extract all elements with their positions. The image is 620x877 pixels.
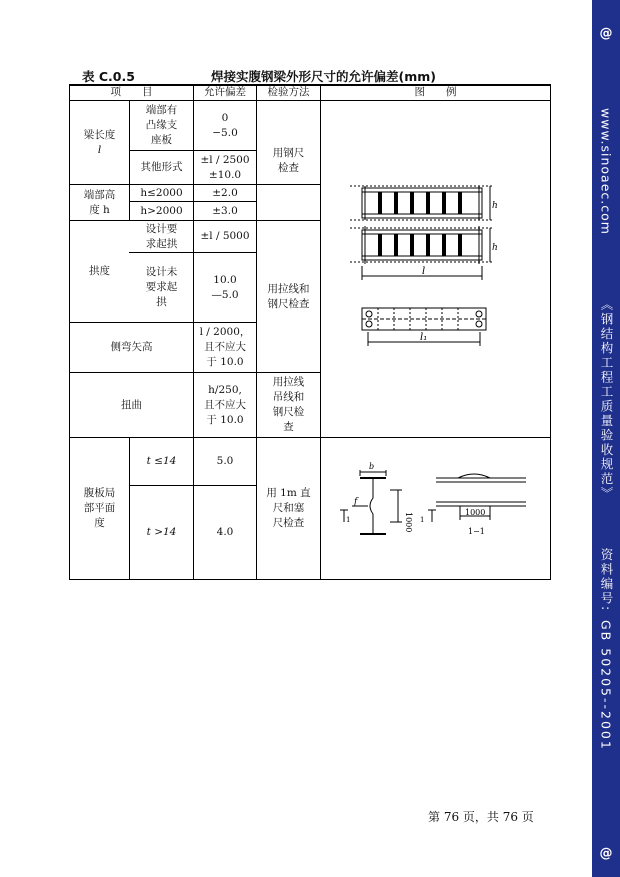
header-tolerance: 允许偏差 [204,86,246,98]
web-label: 腹板局 部平面 度 [83,487,116,529]
document-code [592,548,620,751]
length-other-tolerance: ±l / 2500 ±10.0 [200,153,250,181]
header-item: 项 目 [110,86,153,98]
fig-section-label: 1−1 [468,527,485,536]
web-thick-tolerance: 4.0 [216,526,234,538]
length-label: 梁长度 l [83,128,116,156]
twist-method: 用拉线 吊线和 钢尺检 查 [272,376,305,433]
fig-1000-vertical-label: 1000 [404,512,413,533]
beam-elevation-figure [330,178,520,348]
sweep-tolerance: l / 2000， 且不应大 于 10.0 [199,326,251,368]
height-label: 端部高 度 h [83,188,116,216]
table-title: 焊接实腹钢梁外形尺寸的允许偏差(mm) [211,69,436,84]
web-thin-tolerance: 5.0 [216,455,234,467]
page-number: 第 76 页，共 76 页 [428,810,534,824]
fig-height-label-2: h [492,243,498,253]
web-method: 用 1m 直 尺和塞 尺检查 [266,487,311,529]
header-method: 检验方法 [267,86,310,98]
height-large-label: h>2000 [140,204,183,217]
code-value: GB 50205--2001 [598,620,614,752]
height-small-tolerance: ±2.0 [212,186,238,199]
web-thick-label: t >14 [146,526,177,538]
twist-tolerance: h/250, 且不应大 于 10.0 [204,383,246,426]
fig-l1-label: l₁ [420,332,428,343]
camber-nodesign-tolerance: 10.0 —5.0 [211,273,239,301]
document-name: 《钢结构工程工质量验收规范》 [599,298,614,501]
fig-length-label: l [422,266,426,277]
at-icon: @ [599,26,613,41]
camber-nodesign-label: 设计未 要求起 拱 [145,266,178,308]
camber-design-tolerance: ±l / 5000 [200,230,250,242]
code-label: 资料编号: [599,548,614,613]
camber-method: 用拉线和 钢尺检查 [267,282,310,310]
table-caption: 表 C.0.5 [82,69,135,84]
fig-b-label: b [369,462,375,471]
fig-f-label: f [354,497,358,507]
twist-label: 扭曲 [121,398,142,411]
height-small-label: h≤2000 [140,186,183,199]
length-flange-label: 端部有 凸缘支 座板 [145,104,178,146]
length-other-label: 其他形式 [140,161,183,173]
web-flatness-figure [340,460,540,540]
fig-1000-label: 1000 [465,508,486,517]
at-icon-bottom: @ [599,846,613,861]
length-flange-tolerance: 0 −5.0 [212,111,238,139]
height-large-tolerance: ±3.0 [212,204,238,217]
fig-cut-mark-right: 1 [420,516,425,524]
camber-label: 拱度 [89,265,110,277]
website-link[interactable]: www.sinoaec.com [598,108,614,235]
camber-design-label: 设计要 求起拱 [145,222,178,250]
header-figure: 图 例 [414,86,457,98]
fig-height-label-1: h [492,201,498,211]
web-thin-label: t ≤14 [146,455,177,467]
fig-cut-mark-left: 1 [346,516,351,524]
sweep-label: 侧弯矢高 [110,341,153,353]
right-sidebar [592,0,620,877]
length-method: 用钢尺 检查 [272,146,305,174]
